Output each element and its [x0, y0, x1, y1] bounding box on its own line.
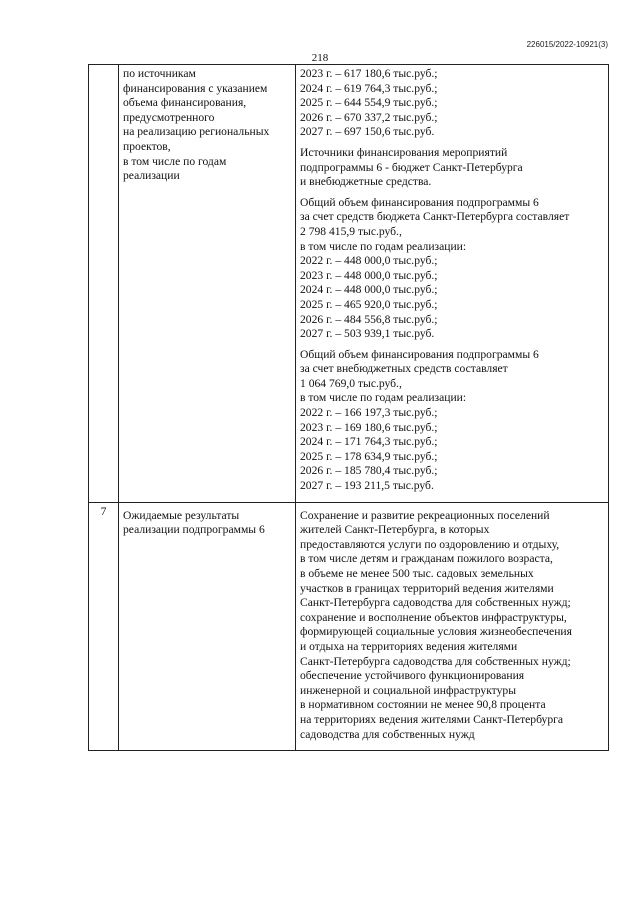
- document-id: 226015/2022-10921(3): [526, 40, 608, 49]
- text-line: Санкт-Петербурга садоводства для собственных нужд;: [300, 596, 571, 610]
- text-line: и внебюджетные средства.: [300, 175, 432, 189]
- text-line: Сохранение и развитие рекреационных поселений: [300, 508, 550, 522]
- text-line: за счет средств бюджета Санкт-Петербурга составляет: [300, 210, 570, 224]
- text-line: 2025 г. – 178 634,9 тыс.руб.;: [300, 449, 438, 463]
- text-line: 2027 г. – 697 150,6 тыс.руб.: [300, 125, 435, 139]
- passport-table: [88, 64, 609, 751]
- text-line: 2026 г. – 185 780,4 тыс.руб.;: [300, 464, 438, 478]
- text-line: 2026 г. – 484 556,8 тыс.руб.;: [300, 312, 438, 326]
- text-line: 2024 г. – 619 764,3 тыс.руб.;: [300, 81, 438, 95]
- label-line: по источникам: [123, 67, 196, 80]
- text-line: на территориях ведения жителями Санкт-Петербурга: [300, 712, 564, 726]
- label-line: реализации подпрограммы 6: [123, 523, 265, 537]
- text-line: участков в границах территорий ведения жителями: [300, 581, 554, 595]
- text-line: подпрограммы 6 - бюджет Санкт-Петербурга: [300, 160, 523, 174]
- label-line: в том числе по годам: [123, 154, 227, 168]
- label-line: на реализацию региональных: [123, 125, 270, 139]
- row-content: [296, 65, 609, 503]
- text-line: 2027 г. – 193 211,5 тыс.руб.: [300, 479, 434, 493]
- table-row-results: [89, 502, 609, 751]
- text-line: жителей Санкт-Петербурга, в которых: [300, 523, 490, 537]
- funding-sources: [300, 146, 604, 190]
- text-line: 2024 г. – 448 000,0 тыс.руб.;: [300, 283, 438, 297]
- row-content: [296, 502, 609, 751]
- text-line: 2024 г. – 171 764,3 тыс.руб.;: [300, 435, 438, 449]
- text-line: и отдыха на территориях ведения жителями: [300, 639, 518, 653]
- text-line: в нормативном состоянии не менее 90,8 процента: [300, 698, 546, 712]
- row-label: [119, 502, 296, 751]
- label-line: предусмотренного: [123, 110, 215, 124]
- text-line: 1 064 769,0 тыс.руб.,: [300, 376, 402, 390]
- text-line: за счет внебюджетных средств составляет: [300, 362, 508, 376]
- funding-extrabudgetary: [300, 348, 604, 494]
- funding-budget: [300, 196, 604, 342]
- label-line: реализации: [123, 169, 180, 183]
- label-line: проектов,: [123, 139, 171, 153]
- funding-years-regional: [300, 67, 604, 140]
- text-line: 2023 г. – 617 180,6 тыс.руб.;: [300, 67, 438, 80]
- text-line: предоставляются услуги по оздоровлению и отдыху,: [300, 537, 560, 551]
- table-row-funding: [89, 65, 609, 503]
- label-line: финансирования с указанием: [123, 81, 268, 95]
- label-line: Ожидаемые результаты: [123, 508, 240, 522]
- text-line: формирующей социальные условия жизнеобеспечения: [300, 625, 572, 639]
- text-line: в объеме не менее 500 тыс. садовых земельных: [300, 567, 534, 580]
- text-line: Общий объем финансирования подпрограммы 6: [300, 195, 539, 209]
- text-line: 2023 г. – 448 000,0 тыс.руб.;: [300, 268, 438, 282]
- text-line: в том числе по годам реализации:: [300, 391, 467, 405]
- text-line: Санкт-Петербурга садоводства для собственных нужд;: [300, 654, 571, 668]
- text-line: 2022 г. – 166 197,3 тыс.руб.;: [300, 406, 438, 420]
- label-line: объема финансирования,: [123, 96, 247, 110]
- text-line: 2027 г. – 503 939,1 тыс.руб.: [300, 327, 435, 341]
- text-line: сохранение и восполнение объектов инфраструктуры,: [300, 610, 567, 624]
- text-line: 2 798 415,9 тыс.руб.,: [300, 224, 402, 238]
- text-line: 2025 г. – 465 920,0 тыс.руб.;: [300, 297, 438, 311]
- text-line: в том числе по годам реализации:: [300, 239, 467, 253]
- text-line: Общий объем финансирования подпрограммы 6: [300, 347, 539, 361]
- text-line: обеспечение устойчивого функционирования: [300, 669, 525, 683]
- text-line: Источники финансирования мероприятий: [300, 145, 508, 159]
- row-number: 7: [89, 502, 119, 751]
- page-number: 218: [311, 52, 329, 64]
- text-line: в том числе детям и гражданам пожилого возраста,: [300, 552, 553, 566]
- row-number: [89, 65, 119, 503]
- text-line: 2022 г. – 448 000,0 тыс.руб.;: [300, 254, 438, 268]
- text-line: инженерной и социальной инфраструктуры: [300, 683, 516, 697]
- text-line: 2023 г. – 169 180,6 тыс.руб.;: [300, 420, 438, 434]
- expected-results: [300, 509, 604, 743]
- row-label: [119, 65, 296, 503]
- text-line: садоводства для собственных нужд: [300, 727, 475, 741]
- text-line: 2025 г. – 644 554,9 тыс.руб.;: [300, 96, 438, 110]
- text-line: 2026 г. – 670 337,2 тыс.руб.;: [300, 110, 438, 124]
